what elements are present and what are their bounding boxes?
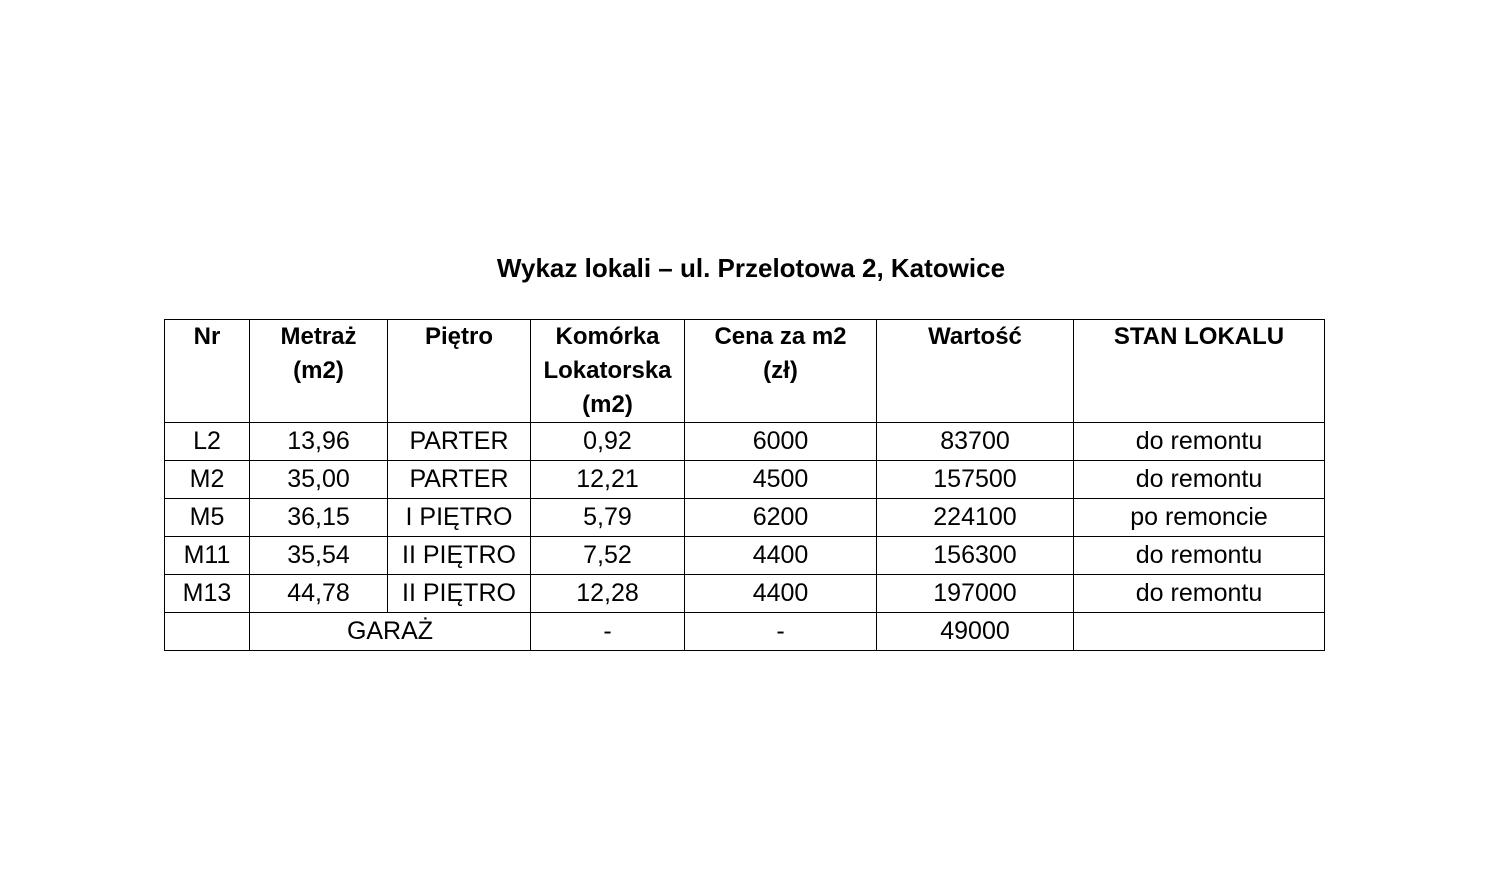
table-row	[165, 499, 1325, 537]
cell-stan: do remontu	[1074, 575, 1325, 613]
header-komorka: Komórka Lokatorska (m2)	[531, 320, 685, 423]
cell-cena: -	[685, 613, 877, 651]
table-row	[165, 461, 1325, 499]
header-cena: Cena za m2 (zł)	[685, 320, 877, 423]
cell-komorka: 5,79	[531, 499, 685, 537]
cell-wartosc: 224100	[877, 499, 1074, 537]
cell-stan: po remoncie	[1074, 499, 1325, 537]
cell-cena: 4400	[685, 575, 877, 613]
cell-pietro: II PIĘTRO	[388, 537, 531, 575]
cell-nr: M11	[165, 537, 250, 575]
cell-nr: L2	[165, 423, 250, 461]
cell-cena: 6000	[685, 423, 877, 461]
cell-nr: M2	[165, 461, 250, 499]
cell-metraz: 35,00	[250, 461, 388, 499]
table-row	[165, 575, 1325, 613]
cell-stan	[1074, 613, 1325, 651]
cell-stan: do remontu	[1074, 423, 1325, 461]
cell-pietro: PARTER	[388, 461, 531, 499]
cell-nr	[165, 613, 250, 651]
cell-wartosc: 197000	[877, 575, 1074, 613]
garage-row	[165, 613, 1325, 651]
cell-stan: do remontu	[1074, 537, 1325, 575]
cell-pietro: PARTER	[388, 423, 531, 461]
cell-metraz: 35,54	[250, 537, 388, 575]
table-row	[165, 537, 1325, 575]
document-title: Wykaz lokali – ul. Przelotowa 2, Katowice	[496, 253, 1006, 283]
header-wartosc: Wartość	[877, 320, 1074, 423]
cell-komorka: 12,21	[531, 461, 685, 499]
cell-pietro: II PIĘTRO	[388, 575, 531, 613]
header-nr: Nr	[165, 320, 250, 423]
cell-cena: 4500	[685, 461, 877, 499]
cell-komorka: 7,52	[531, 537, 685, 575]
header-metraz: Metraż (m2)	[250, 320, 388, 423]
cell-wartosc: 83700	[877, 423, 1074, 461]
cell-komorka: 0,92	[531, 423, 685, 461]
cell-wartosc: 156300	[877, 537, 1074, 575]
cell-wartosc: 49000	[877, 613, 1074, 651]
cell-cena: 6200	[685, 499, 877, 537]
cell-pietro: I PIĘTRO	[388, 499, 531, 537]
cell-komorka: -	[531, 613, 685, 651]
table-row	[165, 423, 1325, 461]
cell-stan: do remontu	[1074, 461, 1325, 499]
cell-wartosc: 157500	[877, 461, 1074, 499]
table-header-row	[165, 320, 1325, 423]
cell-cena: 4400	[685, 537, 877, 575]
listing-table	[164, 319, 1325, 651]
cell-nr: M5	[165, 499, 250, 537]
cell-metraz: 36,15	[250, 499, 388, 537]
cell-nr: M13	[165, 575, 250, 613]
cell-komorka: 12,28	[531, 575, 685, 613]
cell-metraz: 44,78	[250, 575, 388, 613]
header-stan: STAN LOKALU	[1074, 320, 1325, 423]
header-pietro: Piętro	[388, 320, 531, 423]
cell-metraz: 13,96	[250, 423, 388, 461]
cell-garage-label: GARAŻ	[250, 613, 531, 651]
